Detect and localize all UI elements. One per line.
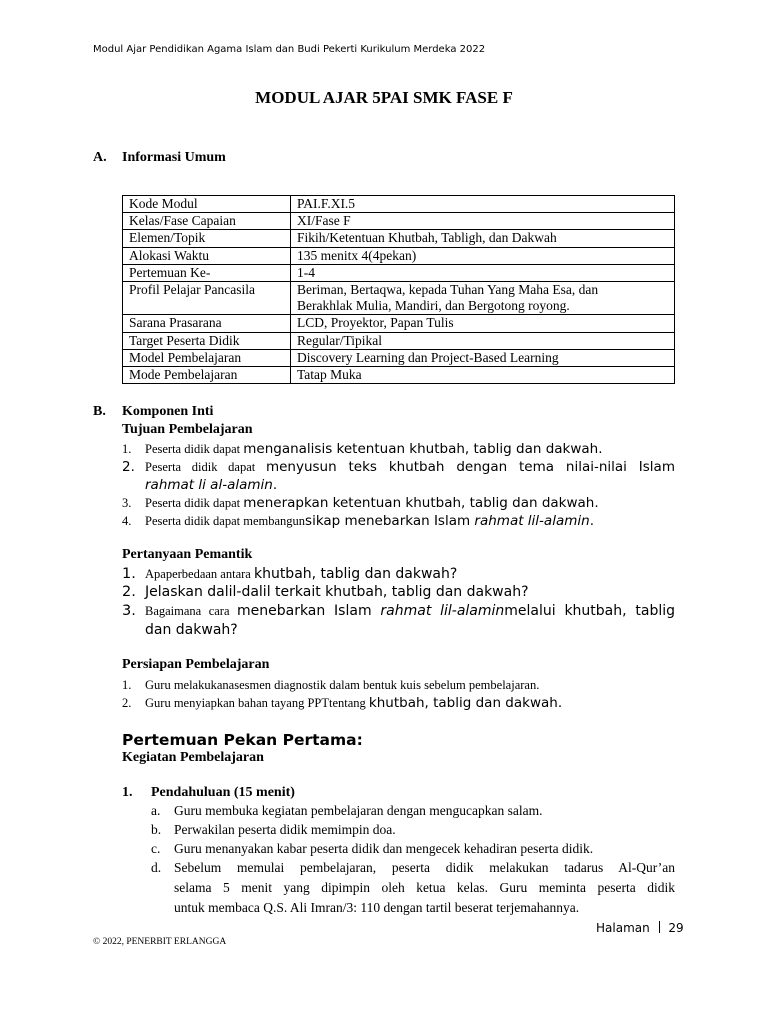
page-divider [659,921,660,933]
table-row [123,332,675,349]
table-value: XI/Fase F [291,213,675,230]
list-text: menganalisis ketentuan khutbah, tablig dan dakwah. [243,441,603,457]
running-header: Modul Ajar Pendidikan Agama Islam dan Budi Pekerti Kurikulum Merdeka 2022 [93,44,486,55]
table-key: Pertemuan Ke- [123,264,291,281]
list-letter: b. [151,822,162,837]
table-key: Model Pembelajaran [123,349,291,366]
table-value: Tatap Muka [291,367,675,384]
table-value: PAI.F.XI.5 [291,196,675,213]
list-letter: c. [151,841,161,856]
list-text: . [272,477,278,493]
page-title: MODUL AJAR 5PAI SMK FASE F [255,88,513,107]
list-number: 3. [122,496,132,510]
info-table [122,195,675,384]
list-text: khutbah, tablig dan dakwah. [368,695,563,711]
list-item [122,494,675,512]
table-row [123,247,675,264]
list-letter: d. [151,860,162,875]
table-key: Profil Pelajar Pancasila [123,282,291,315]
list-number: 1. [122,678,132,692]
list-number: 4. [122,514,132,528]
table-value: 1-4 [291,264,675,281]
list-number: 2. [122,459,135,475]
pekan-heading: Pertemuan Pekan Pertama: [122,731,363,749]
list-text: Bagaimana cara [145,604,237,618]
table-key: Sarana Prasarana [123,315,291,332]
list-text: dan dakwah? [145,622,238,638]
pendahuluan-number: 1. [122,785,133,800]
list-text: Peserta didik dapat [145,460,266,474]
section-a-letter: A. [93,150,107,165]
list-number: 1. [122,442,132,456]
table-value: Discovery Learning dan Project-Based Learning [291,349,675,366]
list-number: 3. [122,603,136,619]
table-value-line: Berakhlak Mulia, Mandiri, dan Bergotong royong. [297,298,570,314]
list-text: . [589,513,594,529]
table-key: Elemen/Topik [123,230,291,247]
table-key: Mode Pembelajaran [123,367,291,384]
list-item [122,458,675,494]
section-b-letter: B. [93,404,106,419]
list-text-italic: rahmat lil-alamin [380,603,505,619]
list-text: selama 5 menit yang dipimpin oleh ketua kelas. Guru meminta peserta didik [174,880,675,895]
table-row [123,282,675,315]
pendahuluan-heading: Pendahuluan (15 menit) [151,785,295,800]
section-b-heading: Komponen Inti [122,404,214,419]
list-text: Peserta didik dapat membangun [145,514,306,528]
copyright: © 2022, PENERBIT ERLANGGA [93,937,227,947]
list-text: Guru menanyakan kabar peserta didik dan mengecek kehadiran peserta didik. [174,841,594,856]
list-number: 1. [122,566,136,582]
list-text: Jelaskan dalil-dalil terkait khutbah, tablig dan dakwah? [145,584,529,600]
table-value: Regular/Tipikal [291,332,675,349]
table-key: Target Peserta Didik [123,332,291,349]
list-text: Peserta didik dapat [145,496,244,510]
table-value-line: Beriman, Bertaqwa, kepada Tuhan Yang Maha Esa, dan [297,282,599,298]
list-text: melalui khutbah, tablig [504,603,675,619]
list-text: Guru menyiapkan bahan tayang PPTtentang [145,696,369,710]
kegiatan-heading: Kegiatan Pembelajaran [122,750,264,765]
table-value: 135 menitx 4(4pekan) [291,247,675,264]
list-letter: a. [151,803,161,818]
list-text: sikap menebarkan Islam [305,513,475,529]
table-row [123,315,675,332]
persiapan-heading: Persiapan Pembelajaran [122,657,270,672]
table-row [123,264,675,281]
page-number-value: 29 [668,921,684,935]
list-item [122,602,675,640]
list-text: untuk membaca Q.S. Ali Imran/3: 110 dengan tartil beserat terjemahannya. [174,900,580,915]
table-key: Kode Modul [123,196,291,213]
table-row [123,230,675,247]
page-label: Halaman [596,921,650,935]
list-item [122,440,675,458]
list-text-italic: rahmat lil-alamin [474,513,590,529]
table-key: Alokasi Waktu [123,247,291,264]
table-row [123,367,675,384]
list-text: menebarkan Islam [236,603,381,619]
table-row [123,213,675,230]
list-item [122,676,675,694]
list-text: Sebelum memulai pembelajaran, peserta didik melakukan tadarus Al-Qur’an [174,860,675,875]
section-a-heading: Informasi Umum [122,150,226,165]
list-number: 2. [122,584,136,600]
list-item [122,694,675,712]
list-text: Peserta didik dapat [145,442,244,456]
tujuan-heading: Tujuan Pembelajaran [122,422,253,437]
list-text: Apaperbedaan antara [145,567,254,581]
list-text: Perwakilan peserta didik memimpin doa. [174,822,396,837]
list-text: Guru melakukanasesmen diagnostik dalam bentuk kuis sebelum pembelajaran. [145,678,540,692]
list-text-italic: rahmat li al-alamin [145,477,273,493]
table-row [123,349,675,366]
list-item [122,512,675,530]
list-text: menerapkan ketentuan khutbah, tablig dan dakwah. [243,495,599,511]
list-text: menyusun teks khutbah dengan tema nilai-nilai Islam [265,459,675,475]
page-number [596,921,684,935]
table-value: Fikih/Ketentuan Khutbah, Tabligh, dan Dakwah [291,230,675,247]
table-key: Kelas/Fase Capaian [123,213,291,230]
list-item [122,583,675,601]
pemantik-heading: Pertanyaan Pemantik [122,547,253,562]
table-value [291,282,675,315]
table-row [123,196,675,213]
list-text: khutbah, tablig dan dakwah? [253,566,458,582]
list-number: 2. [122,696,132,710]
list-item [122,565,675,583]
list-text: Guru membuka kegiatan pembelajaran dengan mengucapkan salam. [174,803,543,818]
table-value: LCD, Proyektor, Papan Tulis [291,315,675,332]
